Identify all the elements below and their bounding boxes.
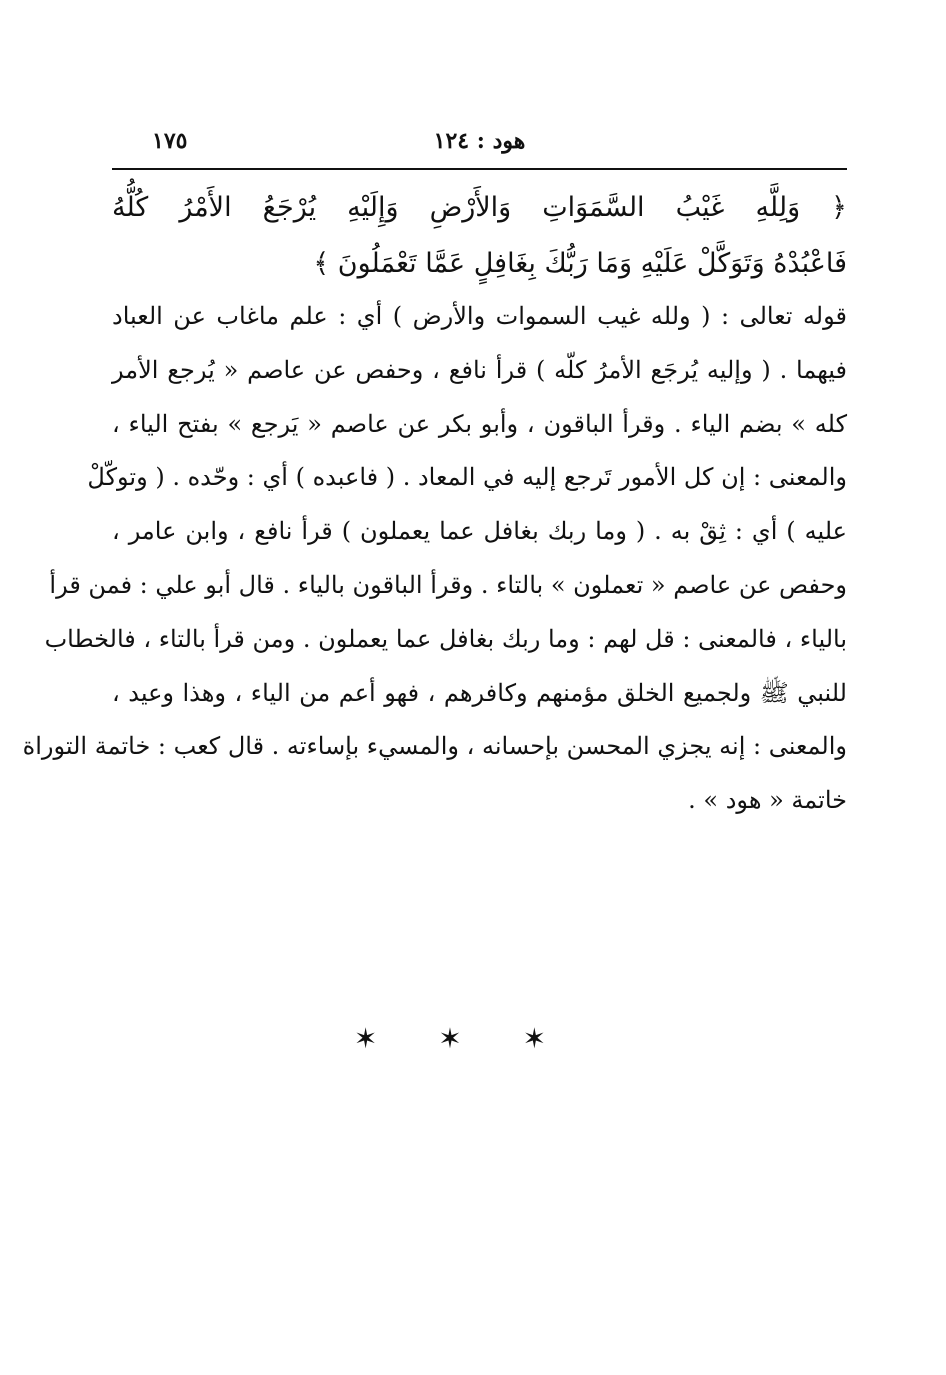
commentary-line: فيهما . ( وإليه يُرجَع الأمرُ كلّه ) قرأ نافع ، وحفص عن عاصم « يُرجع الأمر [112, 355, 847, 384]
header-divider [112, 168, 847, 170]
verse-line: ﴿ وَلِلَّهِ غَيْبُ السَّمَوَاتِ وَالأَرْضِ وَإِلَيْهِ يُرْجَعُ الأَمْرُ كُلُّهُ [112, 192, 847, 223]
star-icon: ✶ [438, 1022, 462, 1055]
quran-verse [112, 180, 847, 292]
page-header [112, 128, 847, 162]
commentary-line: بالياء ، فالمعنى : قل لهم : وما ربك بغافل عما يعملون . ومن قرأ بالتاء ، فالخطاب [44, 624, 847, 653]
commentary-line: للنبي ﷺ ولجميع الخلق مؤمنهم وكافرهم ، فهو أعم من الياء ، وهذا وعيد ، [112, 678, 847, 707]
commentary-line: والمعنى : إن كل الأمور تَرجع إليه في المعاد . ( فاعبده ) أي : وحّده . ( وتوكّلْ [87, 463, 847, 492]
tafsir-commentary [22, 290, 847, 828]
star-icon: ✶ [522, 1022, 547, 1055]
commentary-line: كله » بضم الياء . وقرأ الباقون ، وأبو بكر عن عاصم « يَرجع » بفتح الياء ، [112, 409, 847, 438]
commentary-line: والمعنى : إنه يجزي المحسن بإحسانه ، والمسيء بإساءته . قال كعب : خاتمة التوراة [22, 732, 847, 761]
commentary-line: قوله تعالى : ( ولله غيب السموات والأرض ) أي : علم ماغاب عن العباد [112, 302, 847, 330]
section-separator [0, 1022, 900, 1055]
commentary-line: خاتمة « هود » . [688, 786, 847, 815]
commentary-line: وحفص عن عاصم « تعملون » بالتاء . وقرأ الباقون بالياء . قال أبو علي : فمن قرأ [49, 570, 847, 599]
commentary-line: عليه ) أي : ثِقْ به . ( وما ربك بغافل عما يعملون ) قرأ نافع ، وابن عامر ، [112, 517, 847, 546]
surah-verse-reference: هود : ١٢٤ [433, 128, 526, 154]
page-number: ١٧٥ [152, 128, 188, 154]
star-icon: ✶ [353, 1022, 378, 1055]
verse-line: فَاعْبُدْهُ وَتَوَكَّلْ عَلَيْهِ وَمَا رَبُّكَ بِغَافِلٍ عَمَّا تَعْمَلُونَ ﴾ [313, 248, 847, 279]
